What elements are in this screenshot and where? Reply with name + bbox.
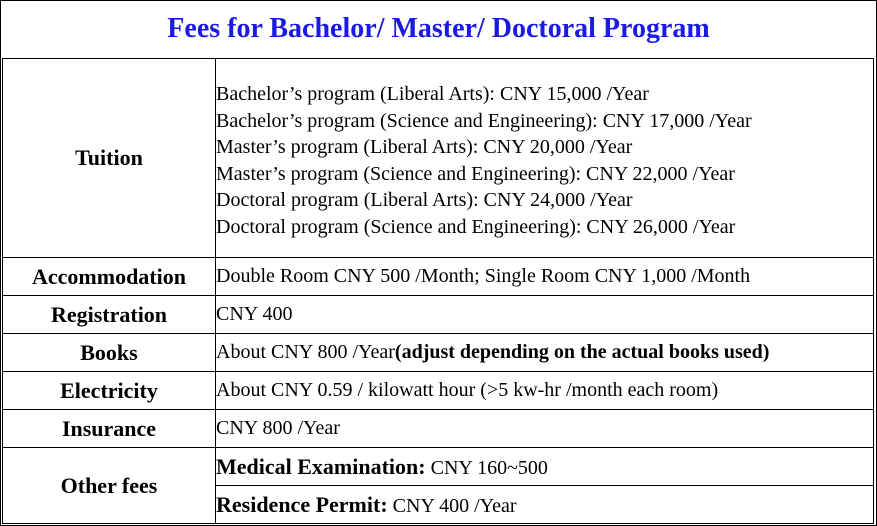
other-fees-label: Other fees [3, 448, 216, 524]
accommodation-value: Double Room CNY 500 /Month; Single Room CNY 1,000 /Month [216, 258, 874, 296]
books-note: (adjust depending on the actual books used) [394, 341, 770, 363]
medical-value [216, 448, 874, 486]
tuition-label: Tuition [3, 59, 216, 258]
residence-amount: CNY 400 /Year [387, 494, 517, 517]
tuition-value [216, 59, 874, 258]
medical-amount: CNY 160~500 [425, 456, 548, 479]
tuition-line: Doctoral program (Liberal Arts): CNY 24,000 /Year [216, 189, 633, 211]
table-row-books [3, 334, 874, 372]
fees-table [2, 58, 874, 524]
insurance-value: CNY 800 /Year [216, 410, 874, 448]
tuition-line: Master’s program (Science and Engineering): CNY 22,000 /Year [216, 162, 735, 185]
books-value [216, 334, 874, 372]
table-row-insurance [3, 410, 874, 448]
tuition-line: Master’s program (Liberal Arts): CNY 20,000 /Year [216, 136, 633, 158]
registration-label: Registration [3, 296, 216, 334]
tuition-line: Doctoral program (Science and Engineering): CNY 26,000 /Year [216, 215, 736, 238]
books-amount: About CNY 800 /Year [216, 341, 395, 363]
table-row-registration [3, 296, 874, 334]
insurance-label: Insurance [3, 410, 216, 448]
medical-label: Medical Examination: [216, 453, 426, 479]
electricity-label: Electricity [3, 372, 216, 410]
electricity-value: About CNY 0.59 / kilowatt hour (>5 kw-hr /month each room) [216, 372, 874, 410]
registration-value: CNY 400 [216, 296, 874, 334]
table-row-electricity [3, 372, 874, 410]
accommodation-label: Accommodation [3, 258, 216, 296]
tuition-line: Bachelor’s program (Liberal Arts): CNY 15,000 /Year [216, 83, 649, 105]
tuition-line: Bachelor’s program (Science and Engineering): CNY 17,000 /Year [216, 109, 752, 132]
residence-label: Residence Permit: [216, 491, 388, 517]
table-row-medical [3, 448, 874, 486]
page-title: Fees for Bachelor/ Master/ Doctoral Program [167, 13, 710, 44]
table-row-tuition [3, 59, 874, 258]
books-label: Books [3, 334, 216, 372]
table-row-accommodation [3, 258, 874, 296]
residence-value [216, 486, 874, 524]
